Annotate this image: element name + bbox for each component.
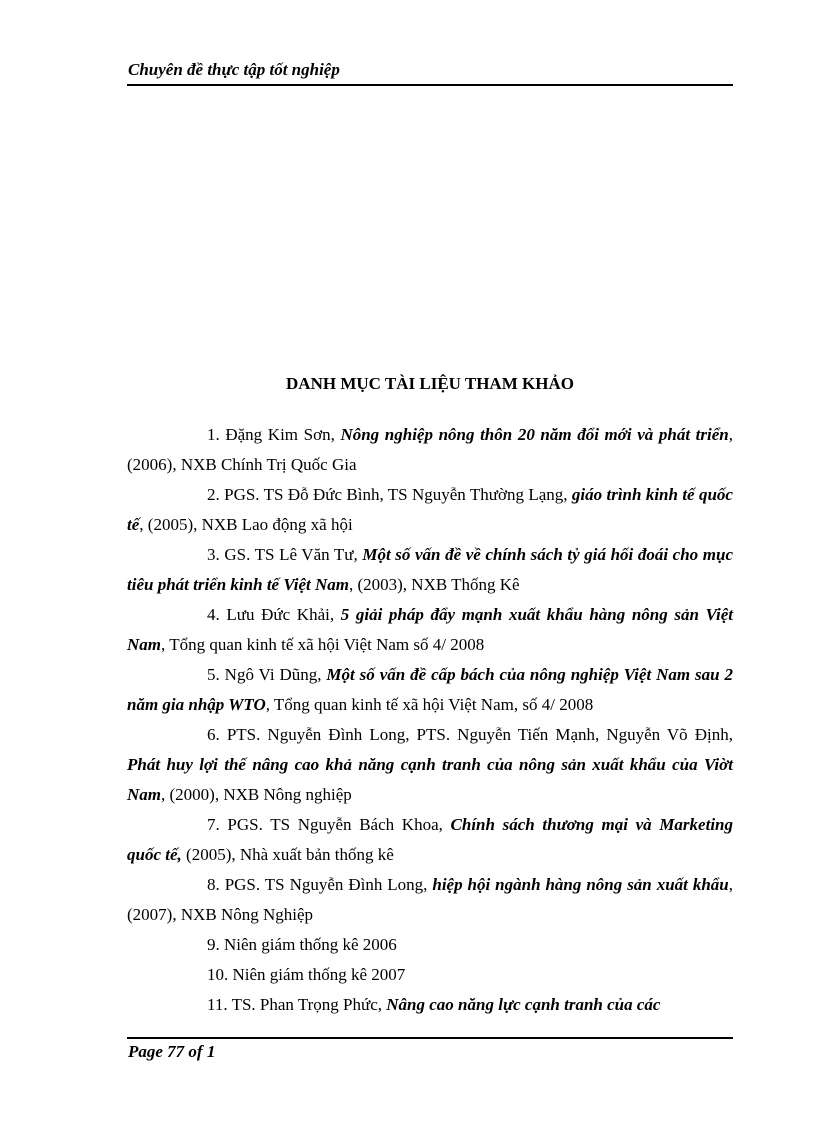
- reference-number: 1.: [207, 425, 220, 444]
- reference-title: giáo trình kinh tế quốc tế: [127, 485, 733, 534]
- reference-details: , Tổng quan kinh tế xã hội Việt Nam, số 4/ 2008: [265, 695, 594, 714]
- reference-details: , (2006), NXB Chính Trị Quốc Gia: [127, 425, 733, 474]
- reference-title: hiệp hội ngành hàng nông sản xuất khẩu: [432, 875, 729, 894]
- reference-author: TS. Phan Trọng Phức,: [231, 995, 387, 1014]
- reference-author: Lưu Đức Khải,: [226, 605, 341, 624]
- reference-item-8: [127, 870, 733, 930]
- reference-number: 6.: [207, 725, 220, 744]
- reference-item-4: [127, 600, 733, 660]
- reference-details: (2005), Nhà xuất bản thống kê: [181, 845, 394, 864]
- reference-author: Niên giám thống kê 2006: [224, 935, 397, 954]
- reference-list: [127, 420, 733, 1020]
- reference-item-11: [127, 990, 733, 1020]
- references-title: DANH MỤC TÀI LIỆU THAM KHẢO: [286, 374, 574, 393]
- reference-number: 11.: [207, 995, 228, 1014]
- reference-details: , (2000), NXB Nông nghiệp: [161, 785, 352, 804]
- reference-item-10: [127, 960, 733, 990]
- reference-item-3: [127, 540, 733, 600]
- reference-author: Ngô Vi Dũng,: [224, 665, 327, 684]
- reference-details: , Tổng quan kinh tế xã hội Việt Nam số 4/ 2008: [161, 635, 485, 654]
- reference-title: Chính sách thương mại và Marketing quốc tế,: [127, 815, 733, 864]
- reference-author: PTS. Nguyễn Đình Long, PTS. Nguyễn Tiến Mạnh, Nguyễn Võ Định,: [226, 725, 733, 744]
- reference-author: PGS. TS Nguyễn Bách Khoa,: [227, 815, 451, 834]
- reference-item-6: [127, 720, 733, 810]
- reference-number: 8.: [207, 875, 220, 894]
- reference-item-5: [127, 660, 733, 720]
- reference-number: 5.: [207, 665, 220, 684]
- reference-number: 9.: [207, 935, 220, 954]
- reference-title: Phát huy lợi thế nâng cao khả năng cạnh tranh của nông sản xuất khẩu của Viờt Nam: [127, 755, 733, 804]
- reference-details: , (2003), NXB Thống Kê: [348, 575, 520, 594]
- reference-title: Một số vấn đề cấp bách của nông nghiệp Việt Nam sau 2 năm gia nhập WTO: [127, 665, 733, 714]
- header-divider: [127, 84, 733, 86]
- reference-author: Đặng Kim Sơn,: [225, 425, 341, 444]
- reference-item-1: [127, 420, 733, 480]
- reference-item-7: [127, 810, 733, 870]
- reference-title: Nâng cao năng lực cạnh tranh của các: [386, 995, 661, 1014]
- reference-item-9: [127, 930, 733, 960]
- reference-number: 7.: [207, 815, 220, 834]
- reference-title: Một số vấn đề về chính sách tỷ giá hối đoái cho mục tiêu phát triển kinh tế Việt Nam: [127, 545, 734, 594]
- reference-title: Nông nghiệp nông thôn 20 năm đổi mới và phát triển: [340, 425, 729, 444]
- page-header-title: Chuyên đề thực tập tốt nghiệp: [128, 60, 340, 79]
- footer-divider: [127, 1037, 733, 1039]
- reference-author: Niên giám thống kê 2007: [232, 965, 406, 984]
- reference-number: 2.: [207, 485, 220, 504]
- reference-title: 5 giải pháp đẩy mạnh xuất khẩu hàng nông sản Việt Nam: [127, 605, 733, 654]
- reference-number: 10.: [207, 965, 229, 984]
- reference-details: , (2007), NXB Nông Nghiệp: [127, 875, 733, 924]
- reference-number: 4.: [207, 605, 220, 624]
- reference-number: 3.: [207, 545, 220, 564]
- reference-details: , (2005), NXB Lao động xã hội: [139, 515, 353, 534]
- page-number-label: Page 77 of 1: [128, 1042, 216, 1061]
- reference-author: GS. TS Lê Văn Tư,: [224, 545, 363, 564]
- reference-author: PGS. TS Nguyễn Đình Long,: [224, 875, 433, 894]
- reference-author: PGS. TS Đỗ Đức Bình, TS Nguyễn Thường Lạng,: [224, 485, 572, 504]
- reference-item-2: [127, 480, 733, 540]
